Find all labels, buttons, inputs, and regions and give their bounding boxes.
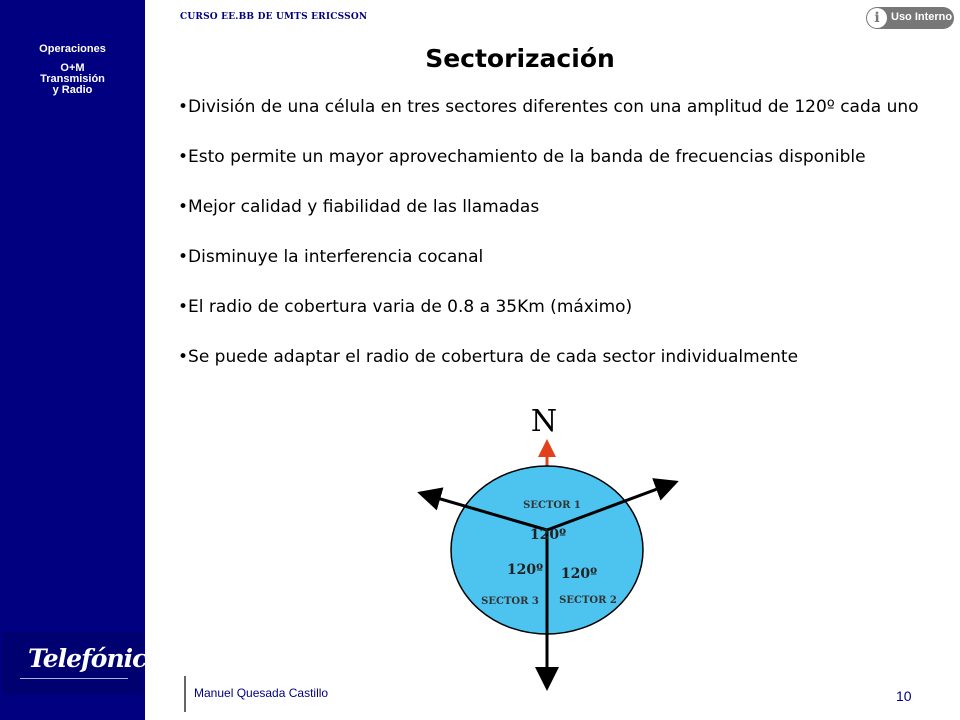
info-icon: i — [867, 8, 887, 28]
sector-2-label: SECTOR 2 — [559, 595, 617, 606]
uso-interno-badge — [866, 7, 954, 29]
north-label: N — [530, 404, 558, 439]
author-name: Manuel Quesada Castillo — [194, 686, 329, 700]
bullet-item: • El radio de cobertura varia de 0.8 a 35Km (máximo) — [178, 296, 948, 319]
page-number: 10 — [896, 688, 912, 704]
bullet-item: • Esto permite un mayor aprovechamiento de la banda de frecuencias disponible — [178, 146, 948, 169]
bullet-item: • Se puede adaptar el radio de cobertura de cada sector individualmente — [178, 346, 948, 369]
course-header: CURSO EE.BB DE UMTS ERICSSON — [180, 12, 368, 22]
sector-3-label: SECTOR 3 — [481, 596, 539, 607]
footer-divider — [184, 676, 186, 712]
badge-label: Uso Interno — [891, 11, 953, 23]
sidebar-panel — [0, 0, 162, 720]
slide-title: Sectorización — [425, 44, 615, 73]
bullet-item: • Mejor calidad y fiabilidad de las llamadas — [178, 196, 948, 219]
sector-1-angle: 120º — [529, 527, 567, 543]
sidebar-line-transmision: Transmisión — [40, 73, 105, 85]
sidebar-line-radio: y Radio — [52, 84, 93, 96]
sectorization-diagram — [400, 400, 700, 700]
sector-1-label: SECTOR 1 — [523, 500, 581, 511]
sector-2-angle: 120º — [560, 566, 598, 582]
bullet-list — [178, 96, 948, 396]
logo-underline — [20, 678, 128, 679]
telefonica-logo: Telefónica — [28, 644, 162, 673]
sector-3-angle: 120º — [506, 562, 544, 578]
sidebar-line-om: O+M — [60, 62, 85, 74]
bullet-item: • Disminuye la interferencia cocanal — [178, 246, 948, 269]
bullet-item: • División de una célula en tres sectores diferentes con una amplitud de 120º cada uno — [178, 96, 948, 119]
sidebar-line-operaciones: Operaciones — [39, 43, 106, 55]
